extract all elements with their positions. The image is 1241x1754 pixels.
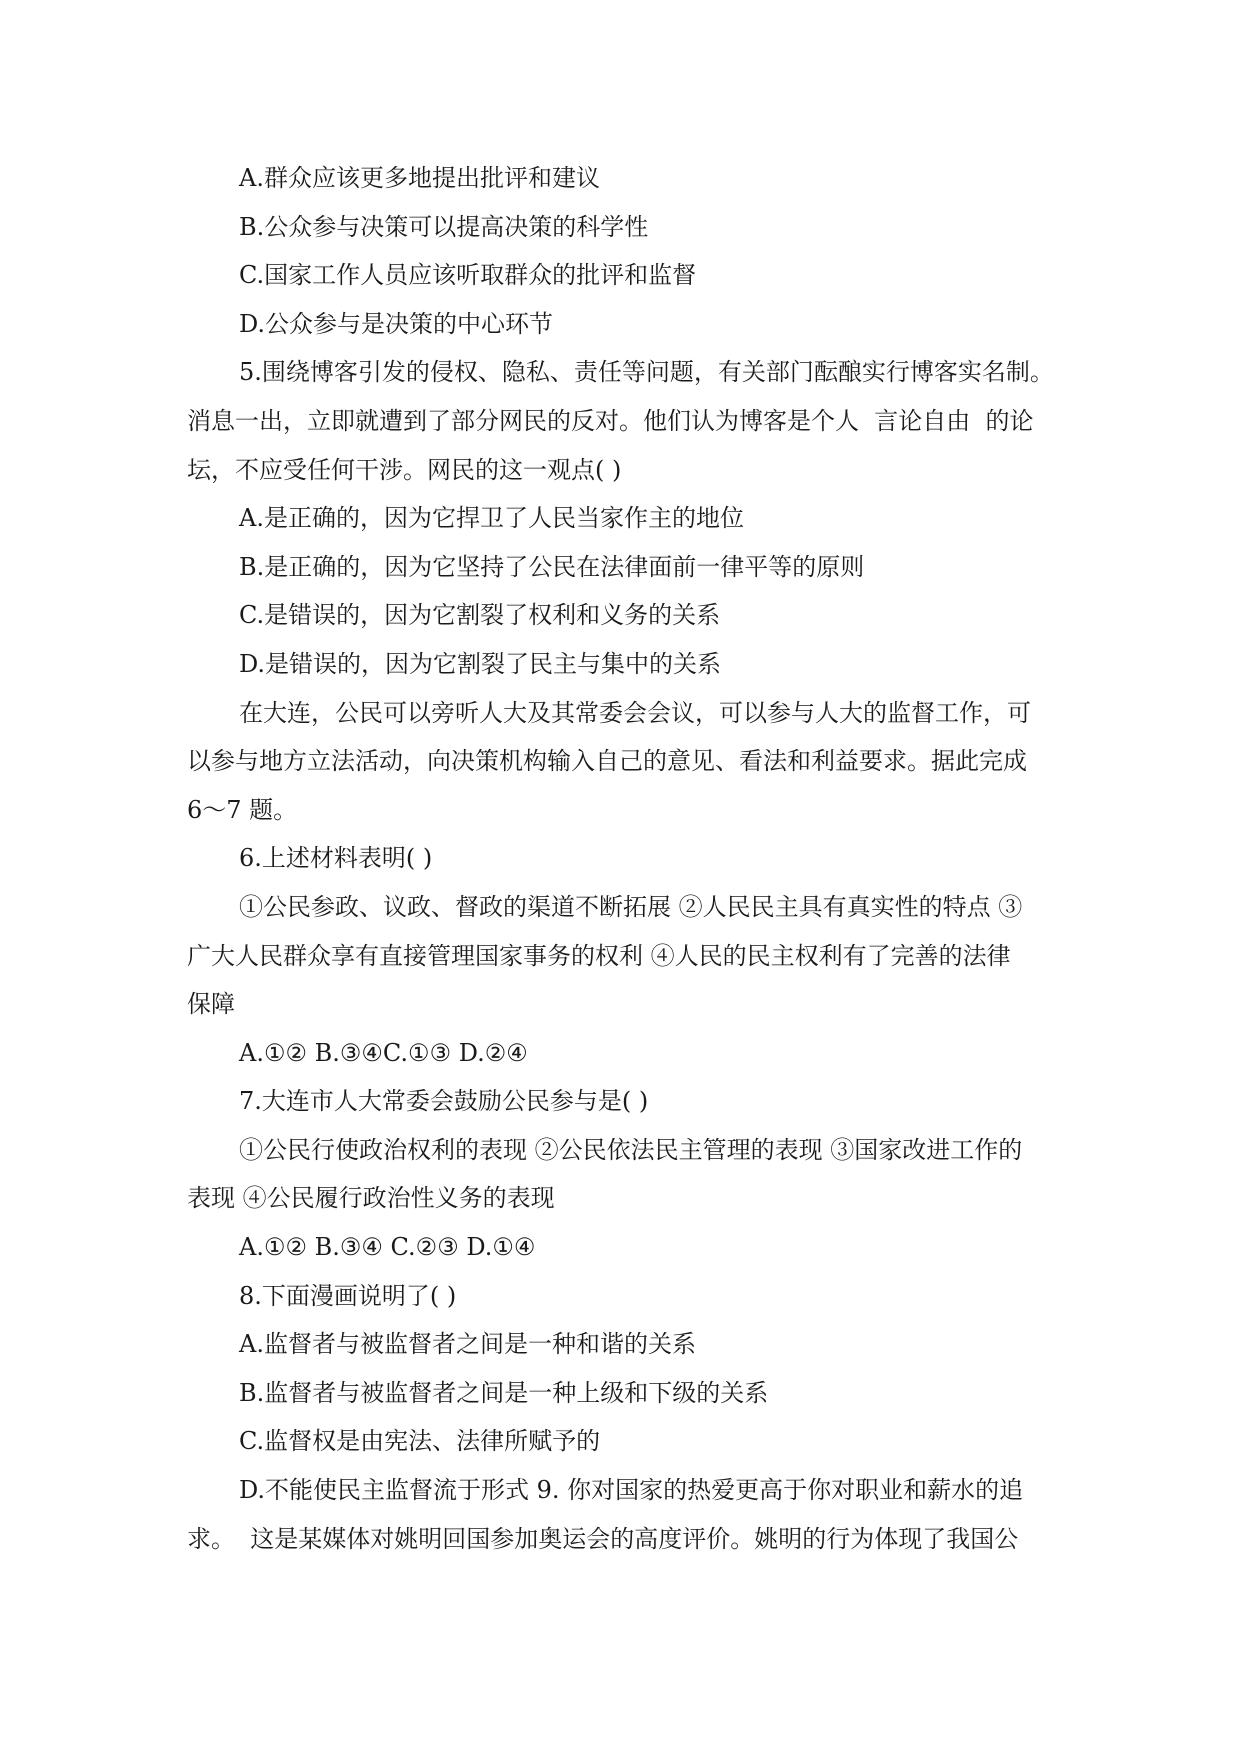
option-b-line: B.公众参与决策可以提高决策的科学性 bbox=[239, 212, 649, 241]
document-body bbox=[187, 154, 1057, 1563]
material-paragraph-line: 在大连，公民可以旁听人大及其常委会会议，可以参与人大的监督工作，可 bbox=[239, 698, 1031, 727]
question-7-stem: 7.大连市人大常委会鼓励公民参与是( ) bbox=[239, 1087, 649, 1116]
option-c-line: C.国家工作人员应该听取群众的批评和监督 bbox=[239, 261, 697, 290]
q5-option-a: A.是正确的，因为它捍卫了人民当家作主的地位 bbox=[239, 504, 744, 533]
q7-options: A.①② B.③④ C.②③ D.①④ bbox=[239, 1233, 536, 1262]
q7-statements-line: ①公民行使政治权利的表现 ②公民依法民主管理的表现 ③国家改进工作的 bbox=[239, 1135, 1023, 1164]
question-5-line: 消息一出，立即就遭到了部分网民的反对。他们认为博客是个人 言论自由 的论 bbox=[187, 406, 1034, 435]
q8-option-b: B.监督者与被监督者之间是一种上级和下级的关系 bbox=[239, 1378, 769, 1407]
q7-statements-line: 表现 ④公民履行政治性义务的表现 bbox=[187, 1184, 555, 1213]
material-paragraph-line: 以参与地方立法活动，向决策机构输入自己的意见、看法和利益要求。据此完成 bbox=[187, 747, 1027, 776]
q6-options: A.①② B.③④C.①③ D.②④ bbox=[239, 1038, 528, 1067]
q5-option-c: C.是错误的，因为它割裂了权利和义务的关系 bbox=[239, 601, 721, 630]
q5-option-b: B.是正确的，因为它坚持了公民在法律面前一律平等的原则 bbox=[239, 552, 865, 581]
q6-statements-line: ①公民参政、议政、督政的渠道不断拓展 ②人民民主具有真实性的特点 ③ bbox=[239, 892, 1023, 921]
question-6-stem: 6.上述材料表明( ) bbox=[239, 844, 433, 873]
question-8-stem: 8.下面漫画说明了( ) bbox=[239, 1281, 457, 1310]
option-d-line: D.公众参与是决策的中心环节 bbox=[239, 309, 554, 338]
question-9-line: 求。 这是某媒体对姚明回国参加奥运会的高度评价。姚明的行为体现了我国公 bbox=[187, 1524, 1019, 1553]
q6-statements-line: 广大人民群众享有直接管理国家事务的权利 ④人民的民主权利有了完善的法律 bbox=[187, 941, 1011, 970]
material-paragraph-line: 6～7 题。 bbox=[187, 795, 298, 824]
question-5-line: 坛，不应受任何干涉。网民的这一观点( ) bbox=[187, 455, 622, 484]
option-a-line: A.群众应该更多地提出批评和建议 bbox=[239, 164, 600, 192]
q8-option-d-and-question-9: D.不能使民主监督流于形式 9. 你对国家的热爱更高于你对职业和薪水的追 bbox=[239, 1476, 1024, 1505]
q8-option-c: C.监督权是由宪法、法律所赋予的 bbox=[239, 1427, 601, 1456]
q8-option-a: A.监督者与被监督者之间是一种和谐的关系 bbox=[239, 1330, 696, 1359]
q6-statements-line: 保障 bbox=[187, 990, 235, 1019]
question-5-line: 5.围绕博客引发的侵权、隐私、责任等问题，有关部门酝酿实行博客实名制。 bbox=[239, 358, 1054, 387]
q5-option-d: D.是错误的，因为它割裂了民主与集中的关系 bbox=[239, 649, 722, 678]
